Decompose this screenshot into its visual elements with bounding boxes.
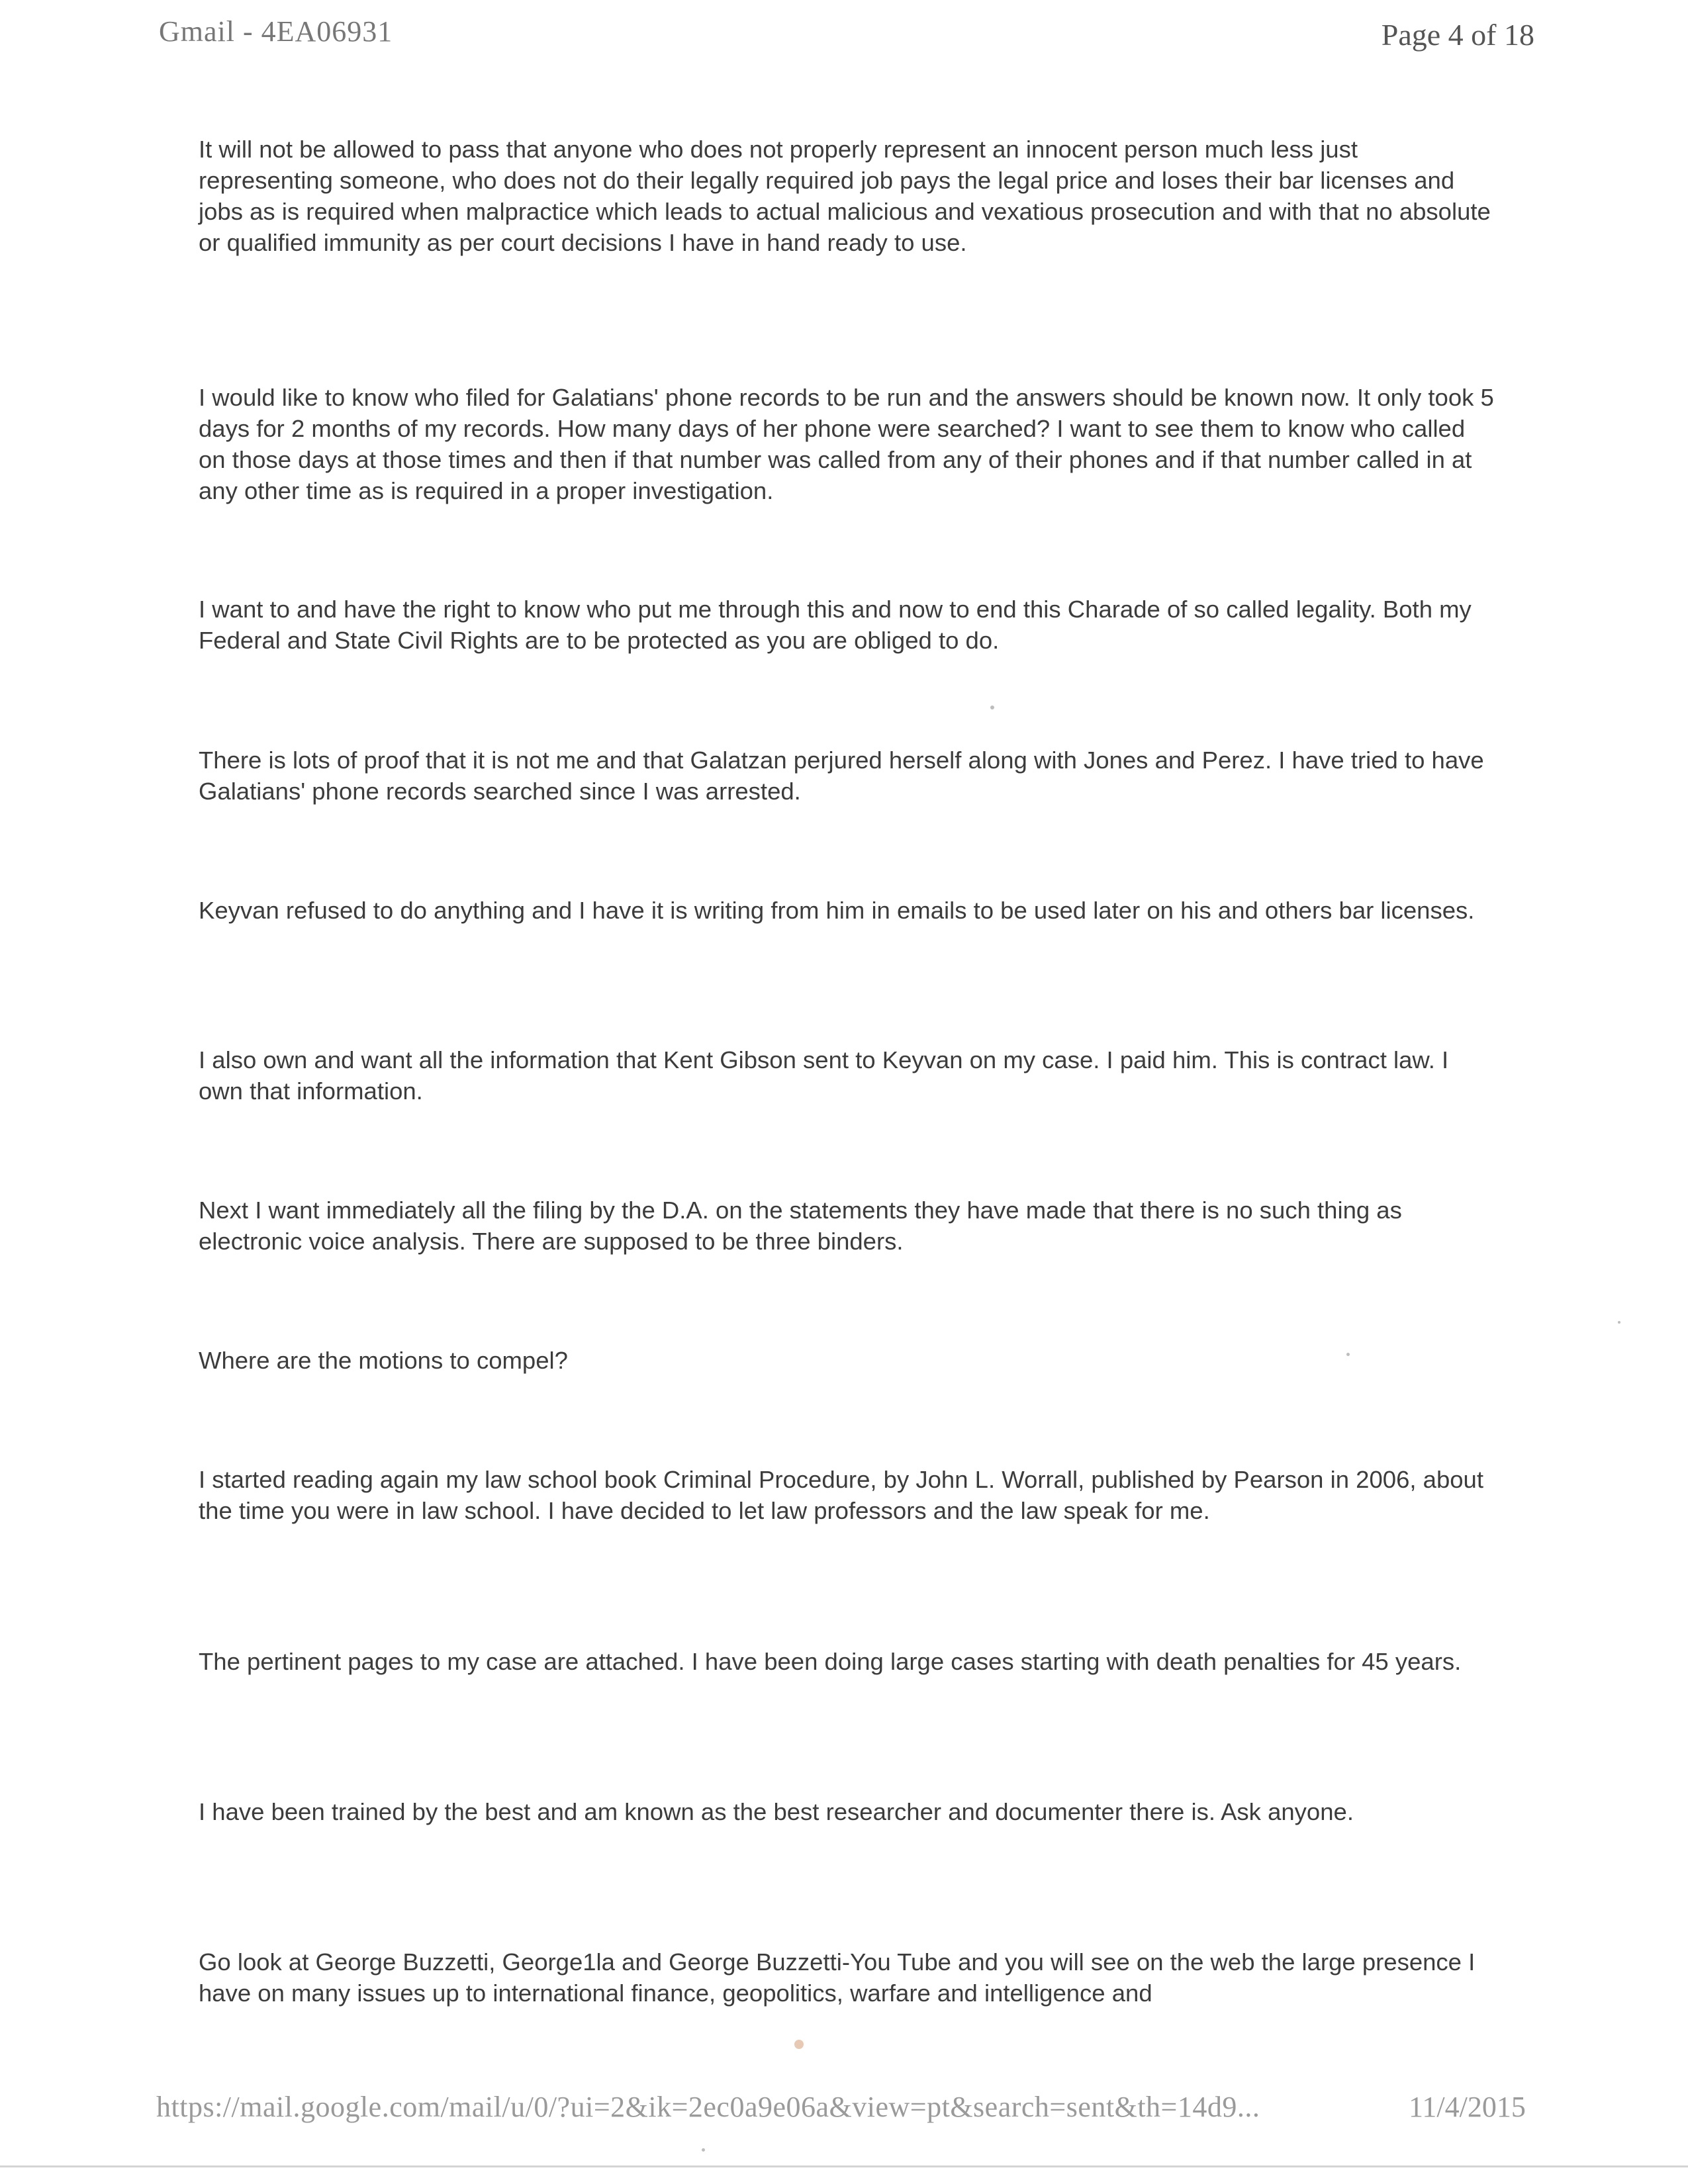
scan-edge-line [0, 2165, 1688, 2167]
paragraph-4: There is lots of proof that it is not me and that Galatzan perjured herself along with Jones and Perez. I have tried to have Galatians' phone records searched since I was arrested. [199, 747, 1484, 805]
scan-speck [702, 2148, 705, 2152]
scan-speck [794, 2040, 804, 2049]
scan-speck [1346, 1353, 1350, 1356]
page-number: Page 4 of 18 [1381, 18, 1534, 52]
paragraph-1: It will not be allowed to pass that anyone who does not properly represent an innocent person much less just representing someone, who does not do their legally required job pays the legal price and loses their bar licenses and jobs as is required when malpractice which leads to actual malicious and vexatious prosecution and with that no absolute or qualified immunity as per court decisions I have in hand ready to use. [199, 136, 1491, 256]
paragraph-9: I started reading again my law school book Criminal Procedure, by John L. Worrall, published by Pearson in 2006, about the time you were in law school. I have decided to let law professors and the law speak for me. [199, 1466, 1483, 1524]
paragraph-7: Next I want immediately all the filing by the D.A. on the statements they have made that there is no such thing as electronic voice analysis. There are supposed to be three binders. [199, 1197, 1402, 1255]
scan-speck [1618, 1321, 1620, 1324]
page-header-title: Gmail - 4EA06931 [159, 15, 393, 48]
scan-speck [990, 705, 994, 709]
paragraph-10: The pertinent pages to my case are attached. I have been doing large cases starting with death penalties for 45 years. [199, 1648, 1462, 1675]
footer-url: https://mail.google.com/mail/u/0/?ui=2&ik=2ec0a9e06a&view=pt&search=sent&th=14d9... [156, 2091, 1260, 2123]
paragraph-6: I also own and want all the information that Kent Gibson sent to Keyvan on my case. I paid him. This is contract law. I own that information. [199, 1046, 1449, 1105]
paragraph-12: Go look at George Buzzetti, George1la and George Buzzetti-You Tube and you will see on the web the large presence I have on many issues up to international finance, geopolitics, warfare and intelligence and [199, 1948, 1476, 2007]
paragraph-8: Where are the motions to compel? [199, 1347, 568, 1374]
paragraph-5: Keyvan refused to do anything and I have it is writing from him in emails to be used later on his and others bar licenses. [199, 897, 1475, 924]
footer-date: 11/4/2015 [1409, 2091, 1526, 2123]
paragraph-2: I would like to know who filed for Galatians' phone records to be run and the answers should be known now. It only took 5 days for 2 months of my records. How many days of her phone were searched? I want to see them to know who called on those days at those times and then if that number was called from any of their phones and if that number called in at any other time as is required in a proper investigation. [199, 384, 1494, 504]
paragraph-11: I have been trained by the best and am known as the best researcher and documenter there is. Ask anyone. [199, 1798, 1354, 1825]
paragraph-3: I want to and have the right to know who put me through this and now to end this Charade of so called legality. Both my Federal and State Civil Rights are to be protected as you are obliged to do. [199, 596, 1472, 654]
